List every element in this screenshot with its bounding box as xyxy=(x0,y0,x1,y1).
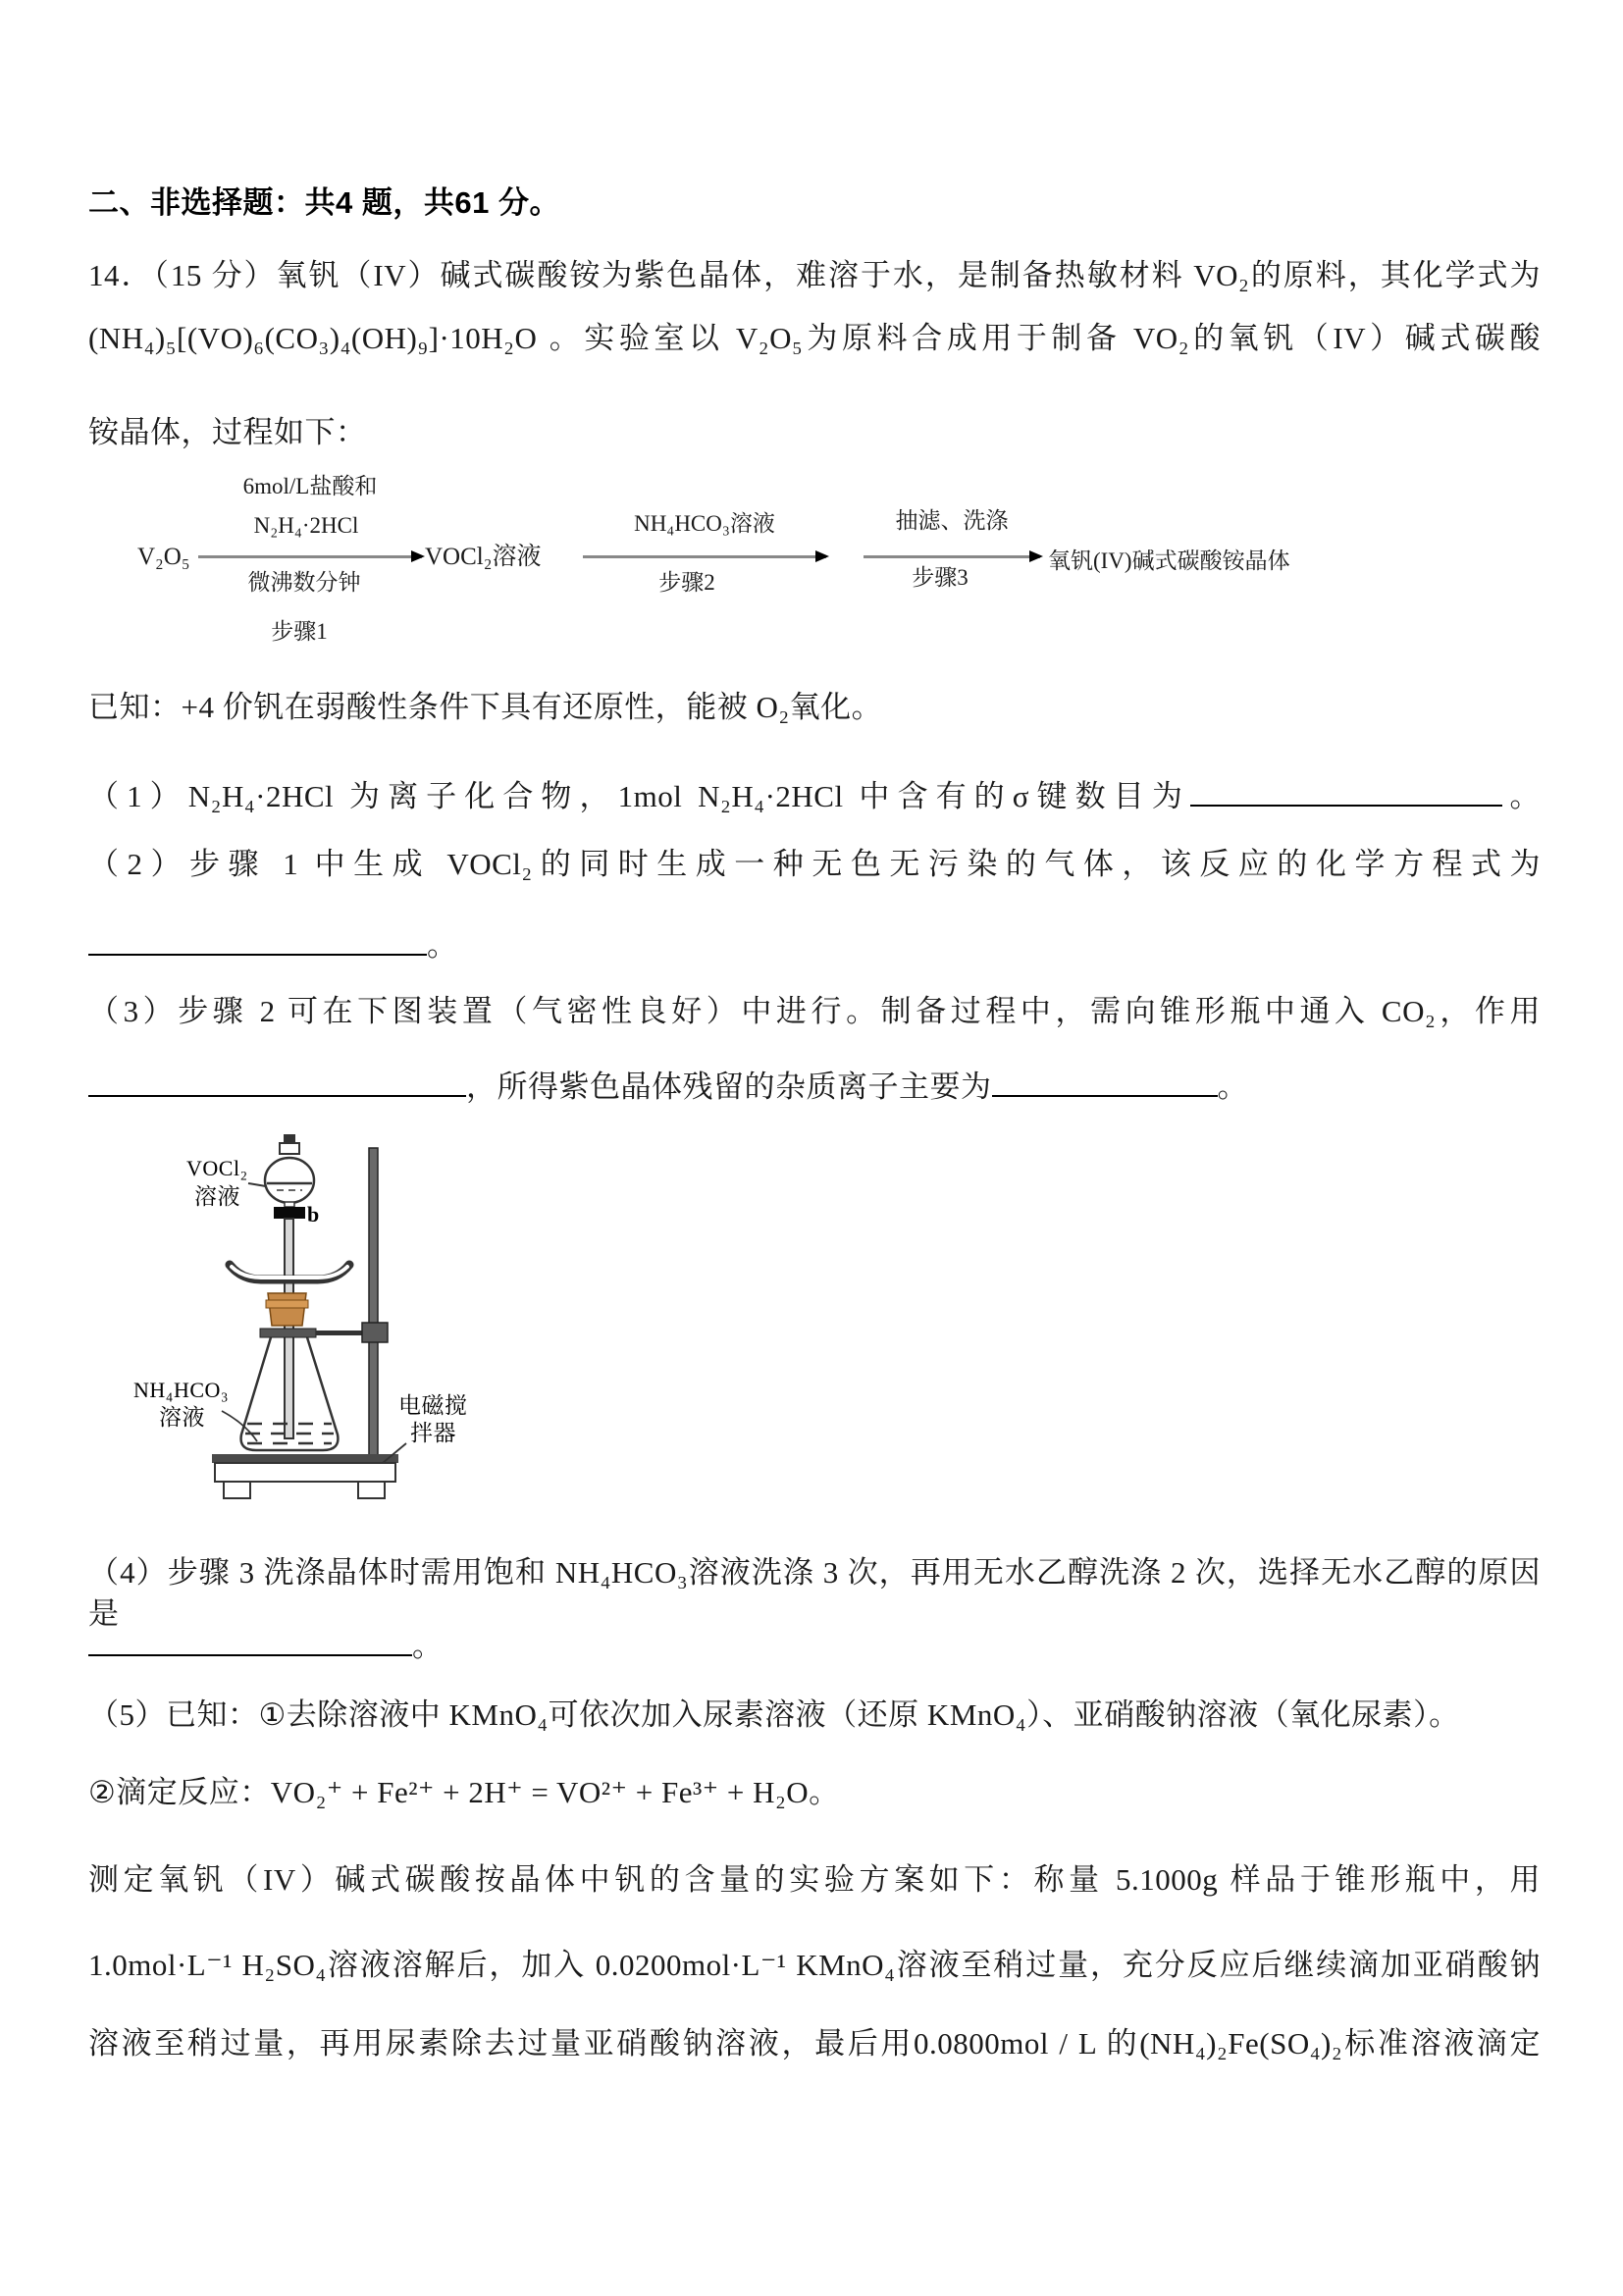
question-1 xyxy=(88,771,1541,817)
q14-line3: 铵晶体，过程如下： xyxy=(88,415,367,449)
flow-step2-reagent: NH₄HCO₃溶液 xyxy=(634,511,775,536)
clamp-jaw xyxy=(260,1329,316,1337)
question-2-line2 xyxy=(88,920,1541,966)
closing-line2: 1.0mol·L⁻¹ H₂SO₄溶液溶解后，加入 0.0200mol·L⁻¹ KMnO₄溶液至稍过量，充分反应后继续滴加亚硝酸钠 xyxy=(88,1948,1541,1982)
apparatus-diagram xyxy=(98,1126,491,1519)
q4-period: 。 xyxy=(412,1629,444,1663)
funnel-label-formula: VOCl₂ xyxy=(186,1156,248,1180)
closing-line1: 测定氧钒（IV）碱式碳酸按晶体中钒的含量的实验方案如下：称量 5.1000g 样品于锥形瓶中，用 xyxy=(88,1862,1541,1897)
flow-end-product: 氧钒(IV)碱式碳酸铵晶体 xyxy=(1048,548,1290,573)
flow-arrow-step2 xyxy=(583,555,826,558)
closing-line3: 溶液至稍过量，再用尿素除去过量亚硝酸钠溶液，最后用0.0800mol / L 的(NH₄)₂Fe(SO₄)₂标准溶液滴定 xyxy=(88,2026,1541,2061)
flask-label-formula: NH₄HCO₃ xyxy=(133,1378,230,1402)
stirrer-foot-left xyxy=(224,1482,250,1498)
known-fact: 已知：+4 价钒在弱酸性条件下具有还原性，能被 O₂氧化。 xyxy=(88,690,883,724)
rubber-stopper-band xyxy=(266,1300,308,1308)
process-flow-diagram xyxy=(88,461,1541,662)
stopcock-label-b: b xyxy=(307,1202,320,1226)
stopcock xyxy=(274,1207,305,1219)
flow-mid-vocl2: VOCl₂溶液 xyxy=(425,544,542,570)
flow-step1-reagent1: 6mol/L盐酸和 xyxy=(242,474,378,498)
q3-period: 。 xyxy=(1217,1070,1248,1104)
question-2-line1: （2）步骤 1 中生成 VOCl₂的同时生成一种无色无污染的气体，该反应的化学方程式为 xyxy=(88,847,1541,881)
flow-start-v2o5: V₂O₅ xyxy=(137,544,190,570)
funnel-bulb xyxy=(265,1158,314,1203)
flask-label-pointer xyxy=(222,1411,257,1441)
stirrer-top-plate xyxy=(212,1454,398,1463)
q2-period: 。 xyxy=(427,928,458,963)
question-3-line1: （3）步骤 2 可在下图装置（气密性良好）中进行。制备过程中，需向锥形瓶中通入 CO₂，作用 xyxy=(88,994,1541,1028)
flow-arrow-step3 xyxy=(864,555,1040,558)
stirrer-foot-right xyxy=(358,1482,385,1498)
flow-step3-operation: 抽滤、洗涤 xyxy=(895,508,1009,533)
question-4-line1: （4）步骤 3 洗涤晶体时需用饱和 NH₄HCO₃溶液洗涤 3 次，再用无水乙醇洗涤 2 次，选择无水乙醇的原因是 xyxy=(88,1555,1541,1631)
rubber-stopper xyxy=(268,1293,306,1326)
clamp-bosshead xyxy=(362,1323,388,1342)
flow-step1-reagent2: N₂H₄·2HCl xyxy=(253,513,359,538)
question-4-line2 xyxy=(88,1621,1541,1667)
q5-titration-prefix: ②滴定反应： xyxy=(88,1775,271,1809)
flow-step1-condition: 微沸数分钟 xyxy=(247,570,361,595)
funnel-stopper-knob xyxy=(284,1134,295,1143)
answer-blank-4 xyxy=(88,1621,412,1656)
q14-formula-line: (NH₄)₅[(VO)₆(CO₃)₄(OH)₉]·10H₂O 。实验室以 V₂O₅为原料合成用于制备 VO₂的氧钒（IV）碱式碳酸 xyxy=(88,321,1541,355)
answer-blank-3a xyxy=(88,1062,466,1097)
flow-step2-label: 步骤2 xyxy=(658,570,715,595)
flow-step1-label: 步骤1 xyxy=(271,619,328,644)
funnel-lower-neck xyxy=(285,1202,294,1207)
funnel-label-pointer xyxy=(248,1183,266,1186)
question-5-line1: （5）已知：①去除溶液中 KMnO₄可依次加入尿素溶液（还原 KMnO₄）、亚硝酸钠溶液（氧化尿素）。 xyxy=(88,1697,1460,1732)
q1-period: 。 xyxy=(1501,779,1542,813)
stand-rod xyxy=(369,1148,378,1464)
stirrer-body xyxy=(215,1463,395,1482)
funnel-stopper xyxy=(280,1143,299,1154)
flow-step3-label: 步骤3 xyxy=(912,565,969,590)
flask-label-solution: 溶液 xyxy=(159,1405,205,1430)
answer-blank-1 xyxy=(1190,771,1502,807)
q3-mid-text: ，所得紫色晶体残留的杂质离子主要为 xyxy=(466,1070,992,1104)
stirrer-label-line1: 电磁搅 xyxy=(398,1393,468,1418)
q1-text: （1）N₂H₄·2HCl 为离子化合物，1mol N₂H₄·2HCl 中含有的σ键数目为 xyxy=(88,779,1190,813)
funnel-label-solution: 溶液 xyxy=(194,1184,240,1209)
question-3-line2 xyxy=(88,1062,1541,1108)
question-5-line2 xyxy=(88,1772,1541,1813)
q5-titration-equation: VO₂⁺ + Fe²⁺ + 2H⁺ = VO²⁺ + Fe³⁺ + H₂O。 xyxy=(270,1775,840,1809)
answer-blank-3b xyxy=(992,1062,1218,1097)
stirrer-label-line2: 拌器 xyxy=(410,1421,456,1445)
flow-arrow-step1 xyxy=(198,555,422,558)
answer-blank-2 xyxy=(88,920,427,956)
q14-line1: 14．（15 分）氧钒（IV）碱式碳酸铵为紫色晶体，难溶于水，是制备热敏材料 VO₂的原料，其化学式为 xyxy=(88,258,1541,292)
clamp-arm xyxy=(316,1331,365,1335)
section-header: 二、非选择题：共4 题，共61 分。 xyxy=(88,185,560,220)
